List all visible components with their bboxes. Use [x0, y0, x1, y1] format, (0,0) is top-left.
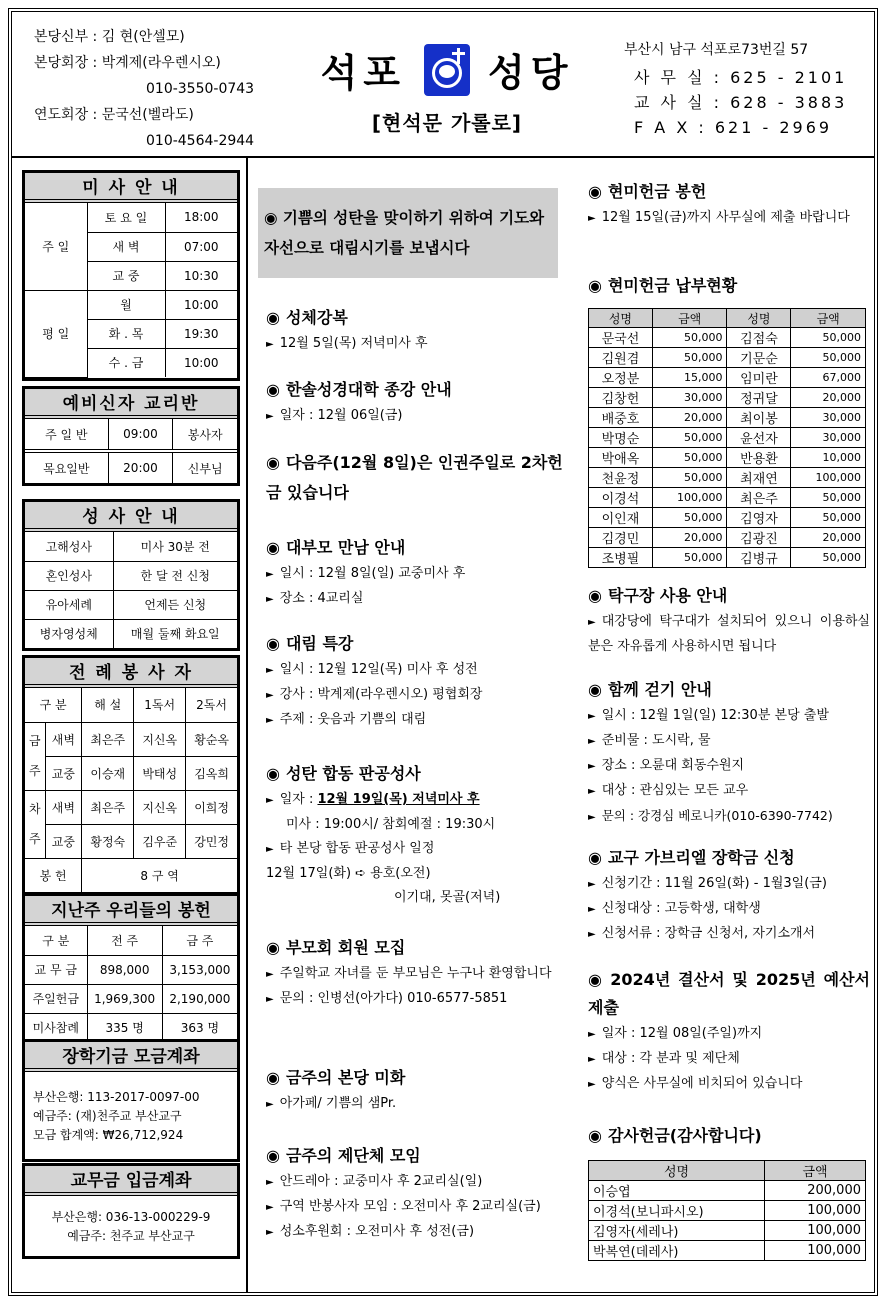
scholarship-account-title: 장학기금 모금계좌 [25, 1042, 237, 1072]
church-logo-icon [424, 44, 470, 96]
section-thanks-offering: ◉ 감사헌금(감사합니다) 성명 금액 이승엽 200,000 이경석(보니파시오) 100,000 김영자(세레나) 100,000 박복연(데레사) 100,000 [588, 1122, 870, 1261]
table-row: 조병필 50,000 김병규 50,000 [589, 548, 866, 568]
arrow-icon: ► [266, 569, 274, 580]
title-right: 성당 [488, 51, 574, 95]
table-row: 김원겸 50,000 기문순 50,000 [589, 348, 866, 368]
arrow-icon: ► [588, 761, 596, 772]
header [12, 12, 874, 158]
arrow-icon: ► [588, 879, 596, 890]
arrow-icon: ► [588, 1054, 596, 1065]
arrow-icon: ► [266, 339, 274, 350]
pastor-row: 본당신부 : 김 현(안셀모) [34, 29, 185, 45]
section-group-meetings: ◉ 금주의 제단체 모임 ► 안드레아 : 교중미사 후 2교리실(일) ► 구역 반봉사자 모임 : 오전미사 후 2교리실(금) ► 성소후원회 : 오전미사 후 성전(금) [266, 1146, 541, 1239]
mass-schedule-title: 미 사 안 내 [25, 173, 237, 203]
dues-account-details: 부산은행: 036-13-000229-9 예금주: 천주교 부산교구 [51, 1210, 211, 1243]
catechumen-title: 예비신자 교리반 [25, 389, 237, 419]
arrow-icon: ► [588, 904, 596, 915]
arrow-icon: ► [588, 1079, 596, 1090]
dues-account-box [22, 1163, 240, 1259]
table-row: 김경민 20,000 김광진 20,000 [589, 528, 866, 548]
section-bullet-icon: ◉ [588, 182, 602, 201]
table-row: 이인재 50,000 김영자 50,000 [589, 508, 866, 528]
church-title [312, 42, 582, 136]
middle-column [248, 158, 578, 1292]
advent-banner: ◉ 기쁨의 성탄을 맞이하기 위하여 기도와 자선으로 대림시기를 보냅시다 [258, 188, 558, 278]
arrow-icon: ► [588, 929, 596, 940]
table-row: 이경석(보니파시오) 100,000 [589, 1201, 866, 1221]
table-row: 박복연(데레사) 100,000 [589, 1241, 866, 1261]
table-row: 오정분 15,000 임미란 67,000 [589, 368, 866, 388]
arrow-icon: ► [588, 213, 596, 224]
mass-schedule-box [22, 170, 240, 381]
table-row: 김창헌 30,000 정귀달 20,000 [589, 388, 866, 408]
sacraments-box [22, 499, 240, 651]
table-row: 이경석 100,000 최은주 50,000 [589, 488, 866, 508]
section-bullet-icon: ◉ [588, 1126, 602, 1145]
arrow-icon: ► [266, 411, 274, 422]
fax: F A X : 621 - 2969 [634, 118, 833, 137]
section-bullet-icon: ◉ [266, 1146, 280, 1165]
arrow-icon: ► [266, 665, 274, 676]
sacraments-title: 성 사 안 내 [25, 502, 237, 532]
section-advent-lecture: ◉ 대림 특강 ► 일시 : 12월 12일(목) 미사 후 성전 ► 강사 : 박계제(라우렌시오) 평협회장 ► 주제 : 웃음과 기쁨의 대림 [266, 634, 483, 727]
table-row: 천윤정 50,000 최재연 100,000 [589, 468, 866, 488]
arrow-icon: ► [266, 1177, 274, 1188]
section-bullet-icon: ◉ [266, 1068, 280, 1087]
arrow-icon: ► [588, 711, 596, 722]
catechumen-table: 주 일 반 09:00 봉사자 목요일반 20:00 신부님 [25, 419, 237, 483]
title-left: 석포 [320, 51, 406, 95]
arrow-icon: ► [588, 736, 596, 747]
arrow-icon: ► [588, 617, 596, 628]
arrow-icon: ► [266, 1202, 274, 1213]
left-column [12, 158, 248, 1292]
section-gabriel-scholarship: ◉ 교구 가브리엘 장학금 신청 ► 신청기간 : 11월 26일(화) - 1월3일(금) ► 신청대상 : 고등학생, 대학생 ► 신청서류 : 장학금 신청서, 자기소개서 [588, 848, 827, 941]
catechumen-box [22, 386, 240, 486]
last-week-offering-box [22, 893, 240, 1045]
section-bullet-icon: ◉ [588, 680, 602, 699]
arrow-icon: ► [266, 690, 274, 701]
sacraments-table: 고해성사 미사 30분 전 혼인성사 한 달 전 신청 유아세례 언제든 신청 병자영성체 매월 둘째 화요일 [25, 532, 237, 648]
president-phone: 010-3550-0743 [146, 81, 255, 97]
section-table-tennis: ◉ 탁구장 사용 안내 ► 대강당에 탁구대가 설치되어 있으니 이용하실 분은 자유롭게 사용하시면 됩니다 [588, 586, 870, 654]
arrow-icon: ► [266, 1227, 274, 1238]
mass-schedule-table: 주 일 토 요 일 18:00 새 벽 07:00 교 중 10:30 평 일 월 10:00 화 . 목 19:30 수 . 금 10:00 [25, 203, 237, 378]
section-parents-association: ◉ 부모회 회원 모집 ► 주일학교 자녀를 둔 부모님은 누구나 환영합니다 ► 문의 : 인병선(아가다) 010-6577-5851 [266, 938, 552, 1006]
section-rice-offering: ◉ 현미헌금 봉헌 ► 12월 15일(금)까지 사무실에 제출 바랍니다 [588, 182, 850, 225]
arrow-icon: ► [266, 969, 274, 980]
section-human-rights-sunday: ◉ 다음주(12월 8일)은 인권주일로 2차헌금 있습니다 [266, 453, 563, 502]
section-rice-offering-status: ◉ 현미헌금 납부현황 성명 금액 성명 금액 문국선 50,000 김점숙 50,000 김원겸 50,000 기문순 50,000 오정분 15,000 임미란 67,000 김창헌 30,000 정귀달 20,000 배중호 20,000 최이봉 30,000 박명순 50,000 윤선자 30,000 박애옥 50,000 반용환 10,000 천윤정 50,000 최재연 100,000 이경석 100,000 최은주 50,000 이인재 50,000 김영자 50,000 김경민 20,000 김광진 20,000 조병필 50,000 김병규 50,000 [588, 272, 870, 568]
arrow-icon: ► [266, 1099, 274, 1110]
dues-account-title: 교무금 입금계좌 [25, 1166, 237, 1196]
teacher-phone: 교 사 실 : 628 - 3883 [634, 93, 848, 112]
patron-subtitle: [현석문 가롤로] [371, 111, 523, 135]
last-week-offering-title: 지난주 우리들의 봉헌 [25, 896, 237, 926]
liturgy-servers-table: 구 분 해 설 1독서 2독서 금주 새벽 최은주 지신옥 황순옥 교중 이승재 박태성 김옥희 차주 새벽 최은주 지신옥 이희정 교중 황정숙 김우준 강민정 봉 헌 8 구 역 [25, 688, 237, 892]
section-godparents: ◉ 대부모 만남 안내 ► 일시 : 12월 8일(일) 교중미사 후 ► 장소 : 4교리실 [266, 538, 466, 606]
table-row: 박애옥 50,000 반용환 10,000 [589, 448, 866, 468]
chant-president-row: 연도회장 : 문국선(벨라도) [34, 107, 194, 123]
section-church-cleaning: ◉ 금주의 본당 미화 ► 아가페/ 기쁨의 샘Pr. [266, 1068, 406, 1111]
contact-info [624, 38, 847, 140]
thanks-offering-table: 성명 금액 이승엽 200,000 이경석(보니파시오) 100,000 김영자(세레나) 100,000 박복연(데레사) 100,000 [588, 1160, 866, 1261]
section-walking: ◉ 함께 걷기 안내 ► 일시 : 12월 1일(일) 12:30분 본당 출발 ► 준비물 : 도시락, 물 ► 장소 : 오륜대 회동수원지 ► 대상 : 관심있는 모든 교우 ► 문의 : 강경심 베로니카(010-6390-7742) [588, 680, 833, 823]
arrow-icon: ► [588, 812, 596, 823]
section-bible-college: ◉ 한솔성경대학 종강 안내 ► 일자 : 12월 06일(금) [266, 380, 452, 423]
table-row: 김영자(세레나) 100,000 [589, 1221, 866, 1241]
clergy-info [34, 24, 254, 154]
section-bullet-icon: ◉ [588, 848, 602, 867]
section-bullet-icon: ◉ [266, 764, 280, 783]
arrow-icon: ► [266, 844, 274, 855]
arrow-icon: ► [266, 715, 274, 726]
address: 부산시 남구 석포로73번길 57 [624, 42, 809, 58]
section-bullet-icon: ◉ [588, 970, 605, 989]
section-bullet-icon: ◉ [588, 276, 602, 295]
section-bullet-icon: ◉ [266, 938, 280, 957]
office-phone: 사 무 실 : 625 - 2101 [634, 68, 848, 87]
arrow-icon: ► [588, 786, 596, 797]
arrow-icon: ► [266, 795, 274, 806]
section-bullet-icon: ◉ [588, 586, 602, 605]
liturgy-servers-title: 전 례 봉 사 자 [25, 658, 237, 688]
chant-president-phone: 010-4564-2944 [146, 133, 255, 149]
arrow-icon: ► [266, 994, 274, 1005]
section-bullet-icon: ◉ [266, 380, 280, 399]
arrow-icon: ► [266, 594, 274, 605]
table-row: 이승엽 200,000 [589, 1181, 866, 1201]
liturgy-servers-box [22, 655, 240, 895]
right-column [578, 158, 874, 1292]
section-bullet-icon: ◉ [266, 538, 280, 557]
section-benediction: ◉ 성체강복 ► 12월 5일(목) 저녁미사 후 [266, 308, 428, 351]
section-bullet-icon: ◉ [266, 308, 280, 327]
arrow-icon: ► [588, 1029, 596, 1040]
president-row: 본당회장 : 박계제(라우렌시오) [34, 55, 221, 71]
rice-offering-table: 성명 금액 성명 금액 문국선 50,000 김점숙 50,000 김원겸 50,000 기문순 50,000 오정분 15,000 임미란 67,000 김창헌 30,000 정귀달 20,000 배중호 20,000 최이봉 30,000 박명순 50,000 윤선자 30,000 박애옥 50,000 반용환 10,000 천윤정 50,000 최재연 100,000 이경석 100,000 최은주 50,000 이인재 50,000 김영자 50,000 김경민 20,000 김광진 20,000 조병필 50,000 김병규 50,000 [588, 308, 866, 568]
bulletin-page [8, 8, 878, 1296]
table-row: 박명순 50,000 윤선자 30,000 [589, 428, 866, 448]
table-row: 문국선 50,000 김점숙 50,000 [589, 328, 866, 348]
last-week-offering-table: 구 분 전 주 금 주 교 무 금 898,000 3,153,000 주일헌금 1,969,300 2,190,000 미사참례 335 명 363 명 [25, 926, 237, 1042]
section-bullet-icon: ◉ [266, 634, 280, 653]
section-bullet-icon: ◉ [266, 453, 280, 472]
table-row: 배중호 20,000 최이봉 30,000 [589, 408, 866, 428]
scholarship-account-box [22, 1039, 240, 1162]
scholarship-account-details: 부산은행: 113-2017-0097-00 예금주: (재)천주교 부산교구 모금 합계액: ₩26,712,924 [33, 1090, 200, 1142]
section-penance-service: ◉ 성탄 합동 판공성사 ► 일자 : 12월 19일(목) 저녁미사 후 미사 : 19:00시/ 참회예절 : 19:30시 ► 타 본당 합동 판공성사 일정 12월 17일(화) ➪ 용호(오전) 이기대, 못골(저녁) [266, 764, 501, 905]
section-budget-submission: ◉ 2024년 결산서 및 2025년 예산서 제출 ► 일자 : 12월 08일(주일)까지 ► 대상 : 각 분과 및 제단체 ► 양식은 사무실에 비치되어 있습니다 [588, 970, 870, 1091]
